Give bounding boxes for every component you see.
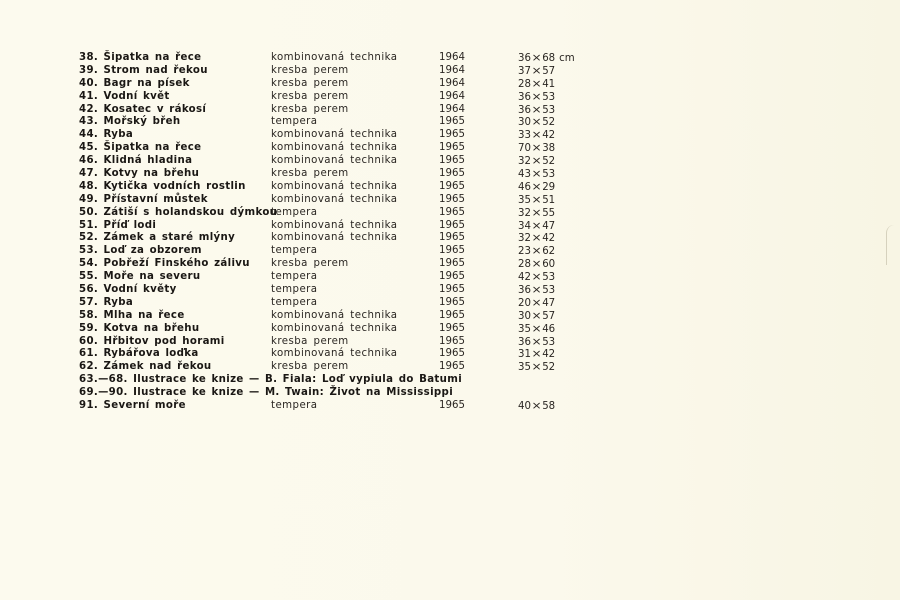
dimension-height: 55 [542, 207, 556, 219]
entry-title: Příď lodi [103, 219, 157, 231]
entry-number: 38. [79, 52, 99, 63]
entry-year: 1965 [439, 129, 465, 141]
dimension-height: 60 [542, 259, 556, 271]
entry-number: 54. [79, 258, 99, 270]
entry-number: 61. [79, 348, 99, 360]
entry-year: 1965 [439, 206, 465, 218]
entry-title: Pobřeží Finského zálivu [103, 258, 250, 270]
entry-year: 1964 [439, 52, 465, 63]
illustration-entry [79, 387, 639, 400]
dimension-separator: × [531, 334, 542, 348]
dimension-width: 35 [518, 323, 531, 335]
dimension-separator: × [531, 218, 542, 232]
entry-technique: kresba perem [271, 361, 349, 373]
dimension-separator: × [531, 231, 542, 245]
entry-year: 1965 [439, 232, 465, 244]
dimension-width: 36 [518, 91, 531, 103]
dimension-separator: × [531, 141, 542, 155]
entry-year: 1965 [439, 155, 465, 167]
dimension-height: 42 [542, 130, 556, 142]
dimension-height: 52 [542, 117, 556, 129]
entry-dimensions [518, 361, 555, 375]
dimension-height: 53 [542, 104, 556, 116]
dimension-height: 52 [542, 156, 556, 168]
entry-title-group [79, 104, 206, 117]
illustration-entry [79, 374, 639, 387]
entry-title: Zátiší s holandskou dýmkou [103, 206, 278, 218]
entry-technique: kresba perem [271, 168, 349, 180]
catalogue-entry [79, 284, 639, 297]
catalogue-entry [79, 181, 639, 194]
catalogue-entry [79, 129, 639, 142]
entry-title-group [79, 336, 225, 349]
entry-title-group [79, 310, 185, 323]
entry-year: 1965 [439, 322, 465, 334]
dimension-height: 47 [542, 297, 556, 309]
entry-year: 1964 [439, 77, 465, 89]
catalogue-entry [79, 104, 639, 117]
entry-title-group [79, 271, 201, 284]
entry-technique: kombinovaná technika [271, 232, 398, 244]
entry-title: Šipatka na řece [103, 142, 202, 154]
entry-year: 1965 [439, 348, 465, 360]
page-edge-mark [886, 225, 895, 265]
dimension-separator: × [531, 179, 542, 193]
entry-technique: kombinovaná technika [271, 193, 398, 205]
entry-title: Vodní květy [103, 284, 177, 296]
entry-number: 69.—90. [79, 387, 128, 399]
dimension-width: 28 [518, 259, 531, 271]
entry-year: 1965 [439, 245, 465, 257]
entry-year: 1965 [439, 180, 465, 192]
entry-title: Kotva na břehu [103, 322, 200, 334]
catalogue-entry [79, 207, 639, 220]
dimension-height: 46 [542, 323, 556, 335]
entry-title-group [79, 400, 186, 413]
entry-year: 1965 [439, 193, 465, 205]
entry-title-group [79, 52, 201, 65]
entry-title: Ryba [103, 296, 134, 308]
entry-number: 58. [79, 309, 99, 321]
dimension-height: 29 [542, 181, 556, 193]
dimension-separator: × [531, 360, 542, 374]
dimension-width: 35 [518, 362, 531, 374]
entry-title: Zámek nad řekou [103, 361, 212, 373]
dimension-width: 34 [518, 220, 531, 232]
catalogue-entry [79, 142, 639, 155]
catalogue-entry [79, 116, 639, 129]
entry-technique: kombinovaná technika [271, 180, 398, 192]
dimension-separator: × [531, 270, 542, 284]
entry-title: Hřbitov pod horami [103, 335, 225, 347]
entry-technique: kombinovaná technika [271, 309, 398, 321]
dimension-separator: × [531, 128, 542, 142]
entry-number: 60. [79, 335, 99, 347]
illustration-text: Ilustrace ke knize — M. Twain: Život na Mississippi [133, 387, 454, 399]
catalogue-entry [79, 271, 639, 284]
entry-number: 39. [79, 64, 99, 76]
entry-number: 45. [79, 142, 99, 154]
entry-number: 91. [79, 400, 99, 412]
dimension-separator: × [531, 102, 542, 116]
entry-title: Kotvy na břehu [103, 168, 200, 180]
dimension-width: 70 [518, 143, 531, 155]
catalogue-entry [79, 168, 639, 181]
entry-year: 1965 [439, 258, 465, 270]
entry-technique: kresba perem [271, 335, 349, 347]
catalogue-entry [79, 348, 639, 361]
dimension-height: 51 [542, 194, 556, 206]
dimension-height: 47 [542, 220, 556, 232]
dimension-width: 43 [518, 169, 531, 181]
entry-year: 1964 [439, 90, 465, 102]
dimension-width: 32 [518, 207, 531, 219]
dimension-separator: × [531, 63, 542, 77]
entry-title: Loď za obzorem [103, 245, 202, 257]
entry-year: 1965 [439, 168, 465, 180]
entry-technique: kresba perem [271, 77, 349, 89]
dimension-height: 53 [542, 285, 556, 297]
dimension-width: 36 [518, 285, 531, 297]
entry-technique: tempera [271, 116, 318, 128]
entry-number: 52. [79, 232, 99, 244]
catalogue-entry [79, 194, 639, 207]
entry-title: Mlha na řece [103, 309, 185, 321]
dimension-height: 42 [542, 349, 556, 361]
entry-dimensions [518, 52, 575, 66]
entry-number: 47. [79, 168, 99, 180]
entry-title-group [79, 78, 190, 91]
entry-year: 1965 [439, 284, 465, 296]
entry-title-group [79, 168, 199, 181]
entry-number: 62. [79, 361, 99, 373]
entry-number: 49. [79, 193, 99, 205]
dimension-width: 20 [518, 297, 531, 309]
entry-title: Kosatec v rákosí [103, 103, 207, 115]
entry-year: 1965 [439, 400, 465, 412]
entry-number: 41. [79, 90, 99, 102]
entry-year: 1965 [439, 219, 465, 231]
entry-title-group [79, 65, 208, 78]
entry-technique: kresba perem [271, 90, 349, 102]
entry-title-group [79, 116, 181, 129]
dimension-height: 41 [542, 78, 556, 90]
entry-technique: tempera [271, 245, 318, 257]
entry-title-group [79, 207, 277, 220]
entry-title: Klidná hladina [103, 155, 193, 167]
entry-number: 42. [79, 103, 99, 115]
entry-technique: kombinovaná technika [271, 129, 398, 141]
dimension-separator: × [531, 283, 542, 297]
dimension-separator: × [531, 76, 542, 90]
entry-title-group [79, 91, 170, 104]
catalogue-entry [79, 258, 639, 271]
entry-title-group [79, 258, 250, 271]
catalogue-entry [79, 155, 639, 168]
dimension-separator: × [531, 192, 542, 206]
entry-title: Přístavní můstek [103, 193, 208, 205]
entry-number: 44. [79, 129, 99, 141]
entry-number: 57. [79, 296, 99, 308]
entry-year: 1965 [439, 142, 465, 154]
dimension-height: 62 [542, 246, 556, 258]
entry-technique: kombinovaná technika [271, 142, 398, 154]
dimension-width: 31 [518, 349, 531, 361]
dimension-height: 52 [542, 362, 556, 374]
dimension-width: 36 [518, 336, 531, 348]
entry-title: Moře na severu [103, 271, 201, 283]
entry-title-group [79, 284, 177, 297]
entry-year: 1965 [439, 309, 465, 321]
entry-technique: kombinovaná technika [271, 322, 398, 334]
entry-title: Mořský břeh [103, 116, 181, 128]
dimension-width: 30 [518, 310, 531, 322]
dimension-height: 53 [542, 336, 556, 348]
dimension-width: 36 [518, 104, 531, 116]
entry-title: Bagr na písek [103, 77, 190, 89]
entry-dimensions [518, 400, 555, 414]
dimension-separator: × [531, 347, 542, 361]
dimension-separator: × [531, 167, 542, 181]
dimension-width: 42 [518, 272, 531, 284]
entry-title: Severní moře [103, 400, 186, 412]
dimension-height: 53 [542, 169, 556, 181]
dimension-width: 33 [518, 130, 531, 142]
entry-title-group [79, 194, 208, 207]
entry-technique: tempera [271, 284, 318, 296]
catalogue-entry [79, 297, 639, 310]
catalogue-entry [79, 78, 639, 91]
dimension-separator: × [531, 51, 542, 64]
entry-title-group [79, 142, 201, 155]
entry-title-group [79, 297, 133, 310]
dimension-height: 68 [542, 53, 556, 64]
entry-number: 55. [79, 271, 99, 283]
entry-title-group [79, 155, 192, 168]
dimension-unit: cm [559, 53, 575, 64]
catalogue-entry [79, 245, 639, 258]
dimension-height: 53 [542, 91, 556, 103]
entry-number: 53. [79, 245, 99, 257]
dimension-separator: × [531, 257, 542, 271]
dimension-width: 40 [518, 401, 531, 413]
entry-number: 50. [79, 206, 99, 218]
entry-year: 1964 [439, 64, 465, 76]
entry-number: 59. [79, 322, 99, 334]
dimension-separator: × [531, 321, 542, 335]
illustration-group [79, 374, 462, 387]
artwork-list [79, 52, 639, 413]
entry-number: 40. [79, 77, 99, 89]
entry-title: Zámek a staré mlýny [103, 232, 236, 244]
entry-technique: kresba perem [271, 64, 349, 76]
dimension-width: 46 [518, 181, 531, 193]
dimension-height: 42 [542, 233, 556, 245]
dimension-width: 32 [518, 233, 531, 245]
entry-title: Vodní květ [103, 90, 170, 102]
entry-technique: tempera [271, 296, 318, 308]
entry-year: 1965 [439, 335, 465, 347]
catalogue-entry [79, 65, 639, 78]
entry-technique: kresba perem [271, 103, 349, 115]
dimension-width: 32 [518, 156, 531, 168]
entry-year: 1965 [439, 361, 465, 373]
entry-technique: kombinovaná technika [271, 348, 398, 360]
entry-title: Ryba [103, 129, 134, 141]
entry-technique: tempera [271, 206, 318, 218]
entry-number: 48. [79, 180, 99, 192]
catalogue-entry [79, 336, 639, 349]
dimension-width: 37 [518, 65, 531, 77]
entry-title-group [79, 232, 235, 245]
entry-title-group [79, 361, 212, 374]
entry-year: 1964 [439, 103, 465, 115]
illustration-group [79, 387, 453, 400]
dimension-width: 28 [518, 78, 531, 90]
catalogue-entry [79, 232, 639, 245]
dimension-separator: × [531, 205, 542, 219]
dimension-separator: × [531, 308, 542, 322]
entry-technique: kresba perem [271, 258, 349, 270]
dimension-separator: × [531, 89, 542, 103]
entry-technique: kombinovaná technika [271, 155, 398, 167]
catalogue-entry [79, 400, 639, 413]
entry-title: Kytička vodních rostlin [103, 180, 246, 192]
entry-number: 51. [79, 219, 99, 231]
catalogue-entry [79, 310, 639, 323]
catalogue-entry [79, 220, 639, 233]
dimension-height: 58 [542, 401, 556, 413]
dimension-height: 38 [542, 143, 556, 155]
entry-title-group [79, 220, 156, 233]
entry-number: 63.—68. [79, 374, 128, 386]
dimension-separator: × [531, 154, 542, 168]
catalogue-entry [79, 52, 639, 65]
entry-technique: kombinovaná technika [271, 52, 398, 63]
entry-title: Šipatka na řece [103, 52, 202, 63]
entry-title-group [79, 348, 199, 361]
dimension-separator: × [531, 244, 542, 258]
entry-technique: kombinovaná technika [271, 219, 398, 231]
entry-number: 46. [79, 155, 99, 167]
illustration-text: Ilustrace ke knize — B. Fiala: Loď vypiula do Batumi [133, 374, 463, 386]
entry-title-group [79, 129, 133, 142]
dimension-height: 53 [542, 272, 556, 284]
entry-number: 43. [79, 116, 99, 128]
dimension-height: 57 [542, 65, 556, 77]
dimension-separator: × [531, 115, 542, 129]
dimension-height: 57 [542, 310, 556, 322]
catalogue-entry [79, 323, 639, 336]
dimension-separator: × [531, 399, 542, 413]
dimension-width: 35 [518, 194, 531, 206]
dimension-width: 23 [518, 246, 531, 258]
entry-year: 1965 [439, 271, 465, 283]
entry-number: 56. [79, 284, 99, 296]
entry-title: Strom nad řekou [103, 64, 208, 76]
entry-technique: tempera [271, 400, 318, 412]
dimension-width: 30 [518, 117, 531, 129]
entry-title-group [79, 181, 246, 194]
entry-title-group [79, 323, 199, 336]
entry-year: 1965 [439, 296, 465, 308]
dimension-separator: × [531, 295, 542, 309]
catalogue-entry [79, 91, 639, 104]
catalogue-entry [79, 361, 639, 374]
dimension-width: 36 [518, 53, 531, 64]
entry-year: 1965 [439, 116, 465, 128]
entry-technique: tempera [271, 271, 318, 283]
entry-title: Rybářova loďka [103, 348, 199, 360]
entry-title-group [79, 245, 202, 258]
